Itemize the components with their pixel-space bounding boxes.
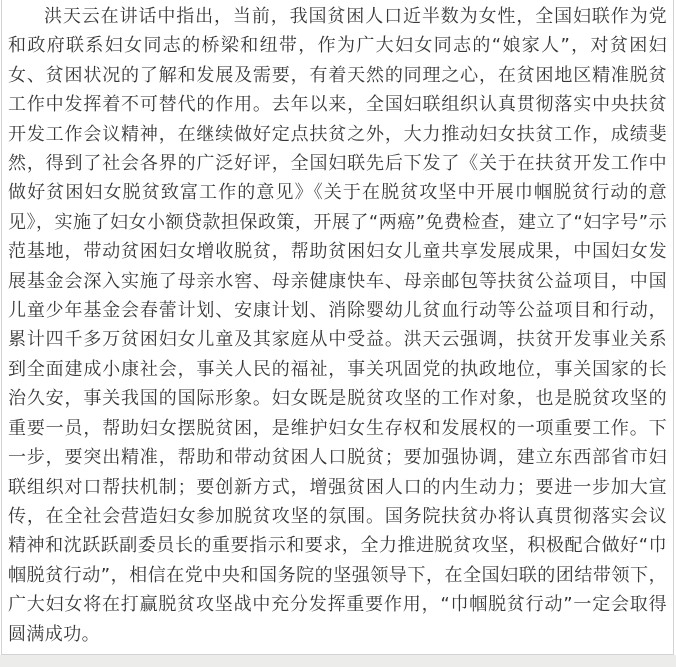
page-bottom-strip — [0, 655, 676, 667]
article-paragraph: 洪天云在讲话中指出，当前，我国贫困人口近半数为女性，全国妇联作为党和政府联系妇女同志的桥梁和纽带，作为广大妇女同志的“娘家人”，对贫困妇女、贫困状况的了解和发展及需要，有着天然的同理之心，在贫困地区精准脱贫工作中发挥着不可替代的作用。去年以来，全国妇联组织认真贯彻落实中央扶贫开发工作会议精神，在继续做好定点扶贫之外，大力推动妇女扶贫工作，成绩斐然，得到了社会各界的广泛好评，全国妇联先后下发了《关于在扶贫开发工作中做好贫困妇女脱贫致富工作的意见》《关于在脱贫攻坚中开展巾帼脱贫行动的意见》，实施了妇女小额贷款担保政策，开展了“两癌”免费检查，建立了“妇字号”示范基地，带动贫困妇女增收脱贫，帮助贫困妇女儿童共享发展成果，中国妇女发展基金会深入实施了母亲水窖、母亲健康快车、母亲邮包等扶贫公益项目，中国儿童少年基金会春蕾计划、安康计划、消除婴幼儿贫血行动等公益项目和行动，累计四千多万贫困妇女儿童及其家庭从中受益。洪天云强调，扶贫开发事业关系到全面建成小康社会，事关人民的福祉，事关巩固党的执政地位，事关国家的长治久安，事关我国的国际形象。妇女既是脱贫攻坚的工作对象，也是脱贫攻坚的重要一员，帮助妇女摆脱贫困，是维护妇女生存权和发展权的一项重要工作。下一步，要突出精准，帮助和带动贫困人口脱贫；要加强协调，建立东西部省市妇联组织对口帮扶机制；要创新方式，增强贫困人口的内生动力；要进一步加大宣传，在全社会营造妇女参加脱贫攻坚的氛围。国务院扶贫办将认真贯彻落实会议精神和沈跃跃副委员长的重要指示和要求，全力推进脱贫攻坚，积极配合做好“巾帼脱贫行动”，相信在党中央和国务院的坚强领导下，在全国妇联的团结带领下，广大妇女将在打赢脱贫攻坚战中充分发挥重要作用，“巾帼脱贫行动”一定会取得圆满成功。 — [8, 6, 667, 645]
article-body — [1, 0, 674, 655]
